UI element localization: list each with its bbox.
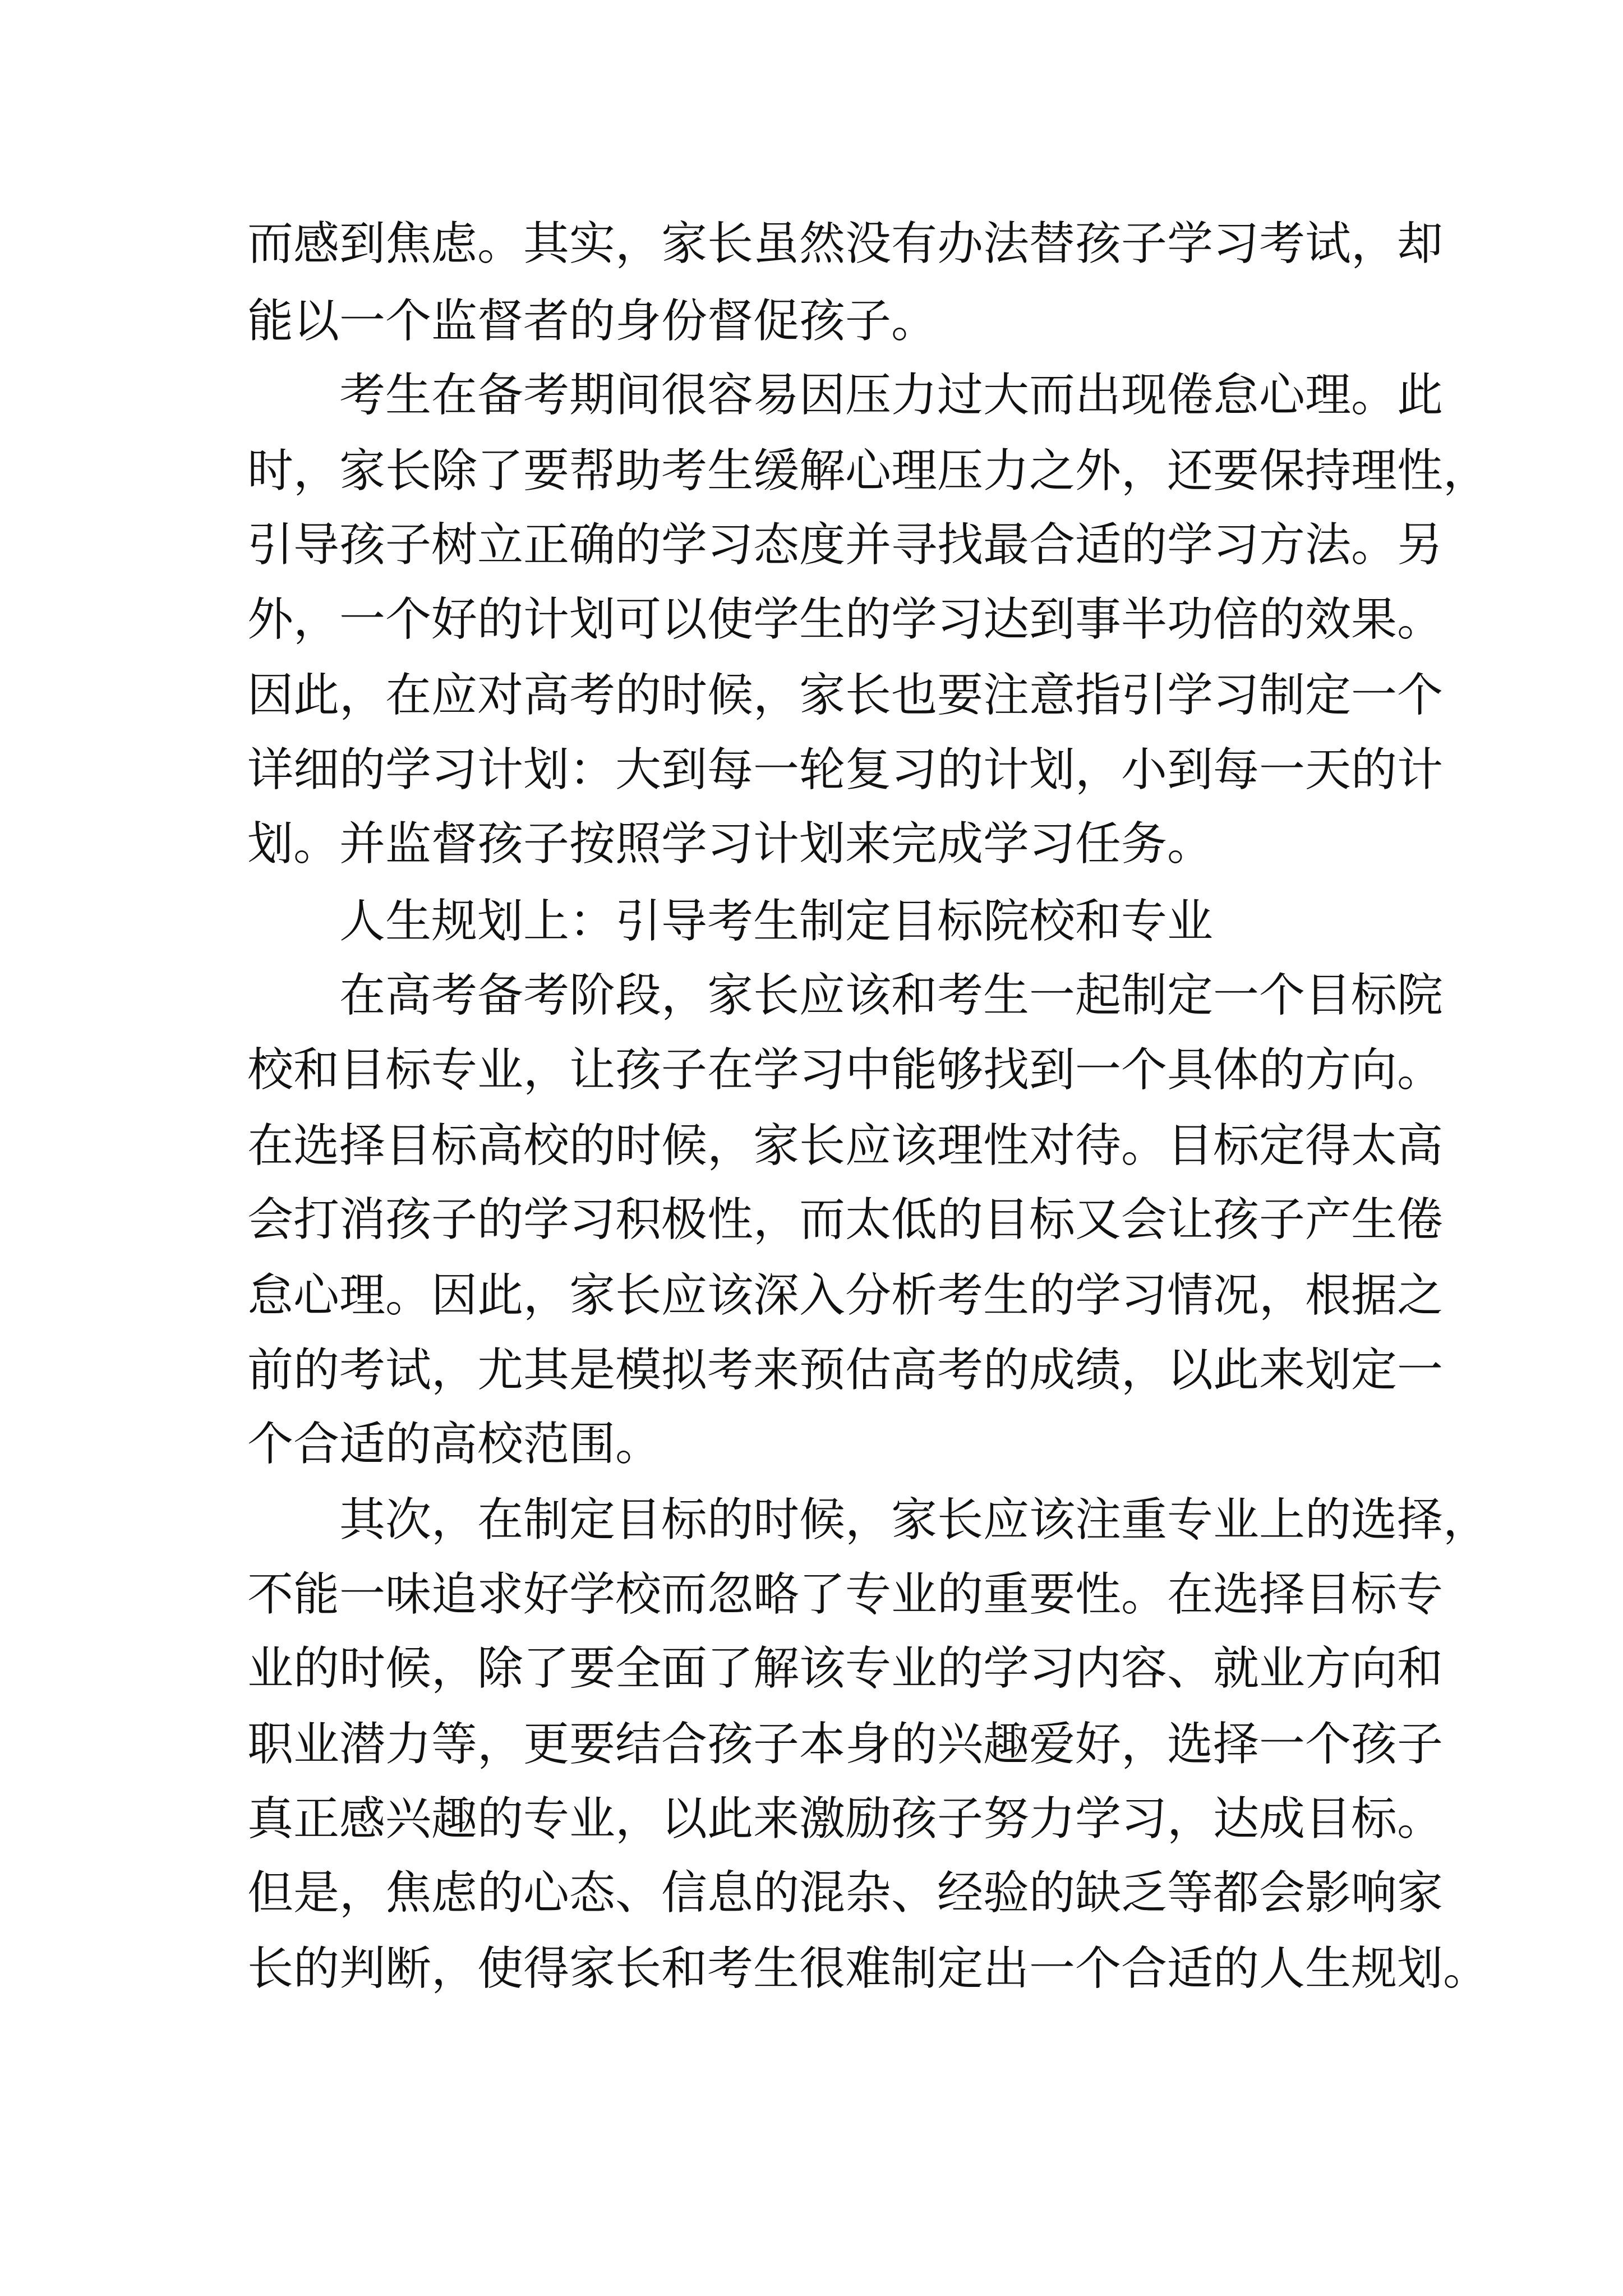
text-line-16: 前的考试，尤其是模拟考来预估高考的成绩，以此来划定一	[247, 1343, 1444, 1397]
text-line-13: 在选择目标高校的时候，家长应该理性对待。目标定得太高	[247, 1119, 1444, 1172]
text-line-4: 时，家长除了要帮助考生缓解心理压力之外，还要保持理性，	[247, 444, 1490, 498]
text-line-24: 长的判断，使得家长和考生很难制定出一个合适的人生规划。	[247, 1942, 1490, 1995]
text-line-9: 划。并监督孩子按照学习计划来完成学习任务。	[247, 817, 1214, 871]
text-line-6: 外，一个好的计划可以使学生的学习达到事半功倍的效果。	[247, 593, 1444, 646]
text-line-12: 校和目标专业，让孩子在学习中能够找到一个具体的方向。	[247, 1043, 1444, 1097]
text-line-11: 在高考备考阶段，家长应该和考生一起制定一个目标院	[339, 969, 1444, 1022]
text-line-3: 考生在备考期间很容易因压力过大而出现倦怠心理。此	[339, 369, 1444, 422]
text-line-14: 会打消孩子的学习积极性，而太低的目标又会让孩子产生倦	[247, 1193, 1444, 1246]
text-line-19: 不能一味追求好学校而忽略了专业的重要性。在选择目标专	[247, 1568, 1444, 1621]
text-line-17: 个合适的高校范围。	[247, 1418, 662, 1471]
text-line-8: 详细的学习计划：大到每一轮复习的计划，小到每一天的计	[247, 743, 1444, 797]
text-line-23: 但是，焦虑的心态、信息的混杂、经验的缺乏等都会影响家	[247, 1866, 1444, 1920]
text-line-1: 而感到焦虑。其实，家长虽然没有办法替孩子学习考试，却	[247, 217, 1444, 270]
section-heading: 人生规划上：引导考生制定目标院校和专业	[339, 895, 1214, 948]
text-line-7: 因此，在应对高考的时候，家长也要注意指引学习制定一个	[247, 669, 1444, 722]
text-line-22: 真正感兴趣的专业，以此来激励孩子努力学习，达成目标。	[247, 1792, 1444, 1846]
text-line-20: 业的时候，除了要全面了解该专业的学习内容、就业方向和	[247, 1642, 1444, 1695]
text-line-18: 其次，在制定目标的时候，家长应该注重专业上的选择，	[339, 1493, 1490, 1547]
text-line-2: 能以一个监督者的身份督促孩子。	[247, 295, 938, 348]
text-line-15: 怠心理。因此，家长应该深入分析考生的学习情况，根据之	[247, 1269, 1444, 1322]
text-line-5: 引导孩子树立正确的学习态度并寻找最合适的学习方法。另	[247, 518, 1444, 572]
text-line-21: 职业潜力等，更要结合孩子本身的兴趣爱好，选择一个孩子	[247, 1718, 1444, 1771]
